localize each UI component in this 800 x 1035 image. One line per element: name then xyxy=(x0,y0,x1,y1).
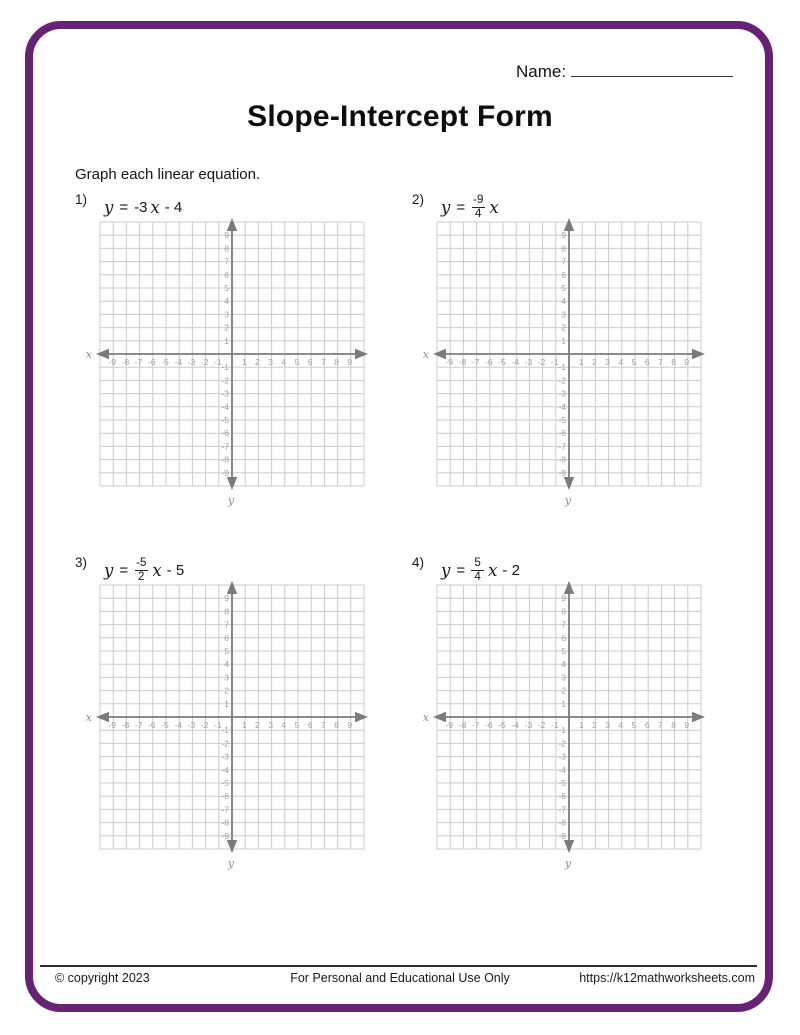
svg-text:5: 5 xyxy=(224,283,229,293)
svg-text:-2: -2 xyxy=(200,357,209,367)
coordinate-grid-2[interactable] xyxy=(413,208,707,508)
svg-text:-7: -7 xyxy=(558,804,566,815)
svg-text:6: 6 xyxy=(644,720,650,730)
svg-text:-9: -9 xyxy=(445,357,453,367)
constant-term: - 4 xyxy=(164,198,183,216)
equation-variable: x xyxy=(150,197,160,217)
svg-text:3: 3 xyxy=(605,720,610,730)
svg-text:6: 6 xyxy=(224,632,229,643)
svg-text:9: 9 xyxy=(347,720,353,730)
coordinate-grid-4[interactable] xyxy=(413,571,707,871)
svg-text:-1: -1 xyxy=(214,357,222,367)
svg-text:7: 7 xyxy=(561,619,566,630)
svg-text:9: 9 xyxy=(561,593,566,604)
svg-text:-9: -9 xyxy=(221,830,229,841)
svg-text:x: x xyxy=(85,711,92,724)
svg-text:-3: -3 xyxy=(524,720,533,730)
svg-text:3: 3 xyxy=(224,309,229,320)
svg-text:-4: -4 xyxy=(511,357,519,367)
svg-text:3: 3 xyxy=(268,357,273,367)
svg-text:6: 6 xyxy=(307,357,313,367)
footer-copyright: © copyright 2023 xyxy=(55,971,150,985)
svg-text:-2: -2 xyxy=(200,720,209,730)
svg-text:-7: -7 xyxy=(471,357,480,367)
svg-text:-3: -3 xyxy=(187,720,196,730)
equation-lhs: y xyxy=(441,560,451,580)
svg-text:6: 6 xyxy=(224,269,229,280)
svg-text:2: 2 xyxy=(224,685,229,696)
svg-text:-4: -4 xyxy=(511,720,519,730)
svg-text:6: 6 xyxy=(644,357,650,367)
svg-text:-3: -3 xyxy=(221,388,229,399)
fraction-numerator: -9 xyxy=(473,194,484,207)
svg-text:y: y xyxy=(564,494,572,507)
equation-lhs: y xyxy=(104,560,114,580)
svg-text:y: y xyxy=(227,494,235,507)
svg-text:-5: -5 xyxy=(558,415,566,425)
svg-text:4: 4 xyxy=(281,357,287,367)
svg-text:-4: -4 xyxy=(558,401,566,412)
svg-text:-1: -1 xyxy=(558,362,566,373)
svg-text:4: 4 xyxy=(224,296,229,307)
svg-text:-4: -4 xyxy=(174,357,182,367)
coordinate-grid-3[interactable] xyxy=(76,571,370,871)
svg-text:1: 1 xyxy=(241,357,247,367)
problem-number: 3) xyxy=(75,555,88,570)
svg-text:9: 9 xyxy=(347,357,353,367)
svg-text:1: 1 xyxy=(578,720,584,730)
fraction-numerator: -5 xyxy=(136,557,147,570)
svg-text:-4: -4 xyxy=(558,764,566,775)
svg-text:5: 5 xyxy=(631,720,637,730)
svg-text:-7: -7 xyxy=(471,720,480,730)
svg-text:-8: -8 xyxy=(458,357,467,367)
svg-text:-2: -2 xyxy=(221,738,229,749)
svg-text:-4: -4 xyxy=(174,720,182,730)
svg-text:-5: -5 xyxy=(161,357,169,367)
name-row xyxy=(516,61,733,82)
svg-text:1: 1 xyxy=(578,357,584,367)
svg-text:-5: -5 xyxy=(161,720,169,730)
svg-text:5: 5 xyxy=(294,357,300,367)
svg-text:-1: -1 xyxy=(551,720,559,730)
svg-text:8: 8 xyxy=(671,357,676,367)
svg-text:-8: -8 xyxy=(558,454,566,465)
fraction-denominator: 2 xyxy=(135,570,148,583)
svg-text:-9: -9 xyxy=(558,467,566,478)
svg-text:-9: -9 xyxy=(108,357,116,367)
svg-text:8: 8 xyxy=(224,243,229,254)
svg-text:2: 2 xyxy=(561,685,566,696)
footer-divider xyxy=(40,965,757,967)
name-blank-line[interactable] xyxy=(571,61,733,77)
svg-text:4: 4 xyxy=(618,720,624,730)
svg-text:1: 1 xyxy=(224,698,229,709)
fraction-denominator: 4 xyxy=(472,207,485,220)
svg-text:-7: -7 xyxy=(558,441,566,452)
svg-text:9: 9 xyxy=(684,357,690,367)
equation-variable: x xyxy=(488,560,498,580)
svg-text:2: 2 xyxy=(224,322,229,333)
svg-text:-1: -1 xyxy=(221,362,229,373)
svg-text:3: 3 xyxy=(605,357,610,367)
svg-text:-9: -9 xyxy=(221,467,229,478)
svg-text:7: 7 xyxy=(224,619,229,630)
svg-text:-6: -6 xyxy=(485,720,493,730)
svg-text:2: 2 xyxy=(255,720,260,730)
svg-text:4: 4 xyxy=(561,659,566,670)
svg-text:9: 9 xyxy=(224,593,229,604)
svg-text:-3: -3 xyxy=(187,357,196,367)
svg-text:-5: -5 xyxy=(221,778,229,788)
svg-text:-4: -4 xyxy=(221,401,229,412)
page-title: Slope-Intercept Form xyxy=(247,100,553,133)
svg-text:5: 5 xyxy=(561,283,566,293)
svg-text:1: 1 xyxy=(224,335,229,346)
svg-text:-2: -2 xyxy=(558,738,566,749)
problem-number: 4) xyxy=(412,555,425,570)
svg-text:4: 4 xyxy=(224,659,229,670)
svg-text:6: 6 xyxy=(561,632,566,643)
svg-text:-8: -8 xyxy=(558,817,566,828)
svg-text:-7: -7 xyxy=(134,357,143,367)
svg-text:9: 9 xyxy=(224,230,229,241)
svg-text:-8: -8 xyxy=(221,817,229,828)
svg-text:-1: -1 xyxy=(221,725,229,736)
svg-text:-2: -2 xyxy=(558,375,566,386)
svg-text:2: 2 xyxy=(561,322,566,333)
svg-text:5: 5 xyxy=(224,646,229,656)
svg-text:y: y xyxy=(227,857,235,870)
svg-text:x: x xyxy=(422,348,429,361)
svg-text:8: 8 xyxy=(334,720,339,730)
svg-text:x: x xyxy=(85,348,92,361)
svg-text:6: 6 xyxy=(561,269,566,280)
svg-text:-1: -1 xyxy=(214,720,222,730)
svg-text:8: 8 xyxy=(671,720,676,730)
svg-text:-3: -3 xyxy=(558,388,566,399)
svg-text:-2: -2 xyxy=(537,720,546,730)
constant-term: - 5 xyxy=(166,561,185,579)
svg-text:4: 4 xyxy=(561,296,566,307)
svg-text:y: y xyxy=(564,857,572,870)
equation-lhs: y xyxy=(104,197,114,217)
svg-text:-3: -3 xyxy=(221,751,229,762)
svg-text:-9: -9 xyxy=(445,720,453,730)
svg-text:-9: -9 xyxy=(558,830,566,841)
coefficient: -3 xyxy=(134,198,148,216)
equals-sign: = xyxy=(119,561,129,579)
svg-text:8: 8 xyxy=(334,357,339,367)
svg-text:1: 1 xyxy=(561,698,566,709)
svg-text:3: 3 xyxy=(268,720,273,730)
problem-4 xyxy=(412,553,724,903)
problem-number: 1) xyxy=(75,192,88,207)
svg-text:-1: -1 xyxy=(551,357,559,367)
svg-text:2: 2 xyxy=(255,357,260,367)
svg-text:8: 8 xyxy=(224,606,229,617)
equation-lhs: y xyxy=(441,197,451,217)
svg-text:7: 7 xyxy=(561,256,566,267)
problem-2 xyxy=(412,190,724,540)
svg-text:3: 3 xyxy=(561,309,566,320)
svg-text:-7: -7 xyxy=(221,804,229,815)
problem-number: 2) xyxy=(412,192,425,207)
svg-text:-6: -6 xyxy=(221,428,229,439)
svg-text:-5: -5 xyxy=(221,415,229,425)
svg-text:-6: -6 xyxy=(148,357,156,367)
svg-text:4: 4 xyxy=(281,720,287,730)
svg-text:-8: -8 xyxy=(458,720,467,730)
equals-sign: = xyxy=(119,198,129,216)
svg-text:-7: -7 xyxy=(134,720,143,730)
svg-text:-5: -5 xyxy=(498,357,506,367)
svg-text:4: 4 xyxy=(618,357,624,367)
svg-text:1: 1 xyxy=(561,335,566,346)
svg-text:-6: -6 xyxy=(558,428,566,439)
svg-text:8: 8 xyxy=(561,606,566,617)
svg-text:2: 2 xyxy=(592,357,597,367)
svg-text:5: 5 xyxy=(561,646,566,656)
svg-text:7: 7 xyxy=(321,357,326,367)
svg-text:1: 1 xyxy=(241,720,247,730)
svg-text:-6: -6 xyxy=(485,357,493,367)
svg-text:-5: -5 xyxy=(498,720,506,730)
svg-text:5: 5 xyxy=(294,720,300,730)
equals-sign: = xyxy=(456,561,466,579)
fraction-denominator: 4 xyxy=(471,570,484,583)
svg-text:-3: -3 xyxy=(558,751,566,762)
footer-url[interactable]: https://k12mathworksheets.com xyxy=(579,971,755,985)
instruction-text: Graph each linear equation. xyxy=(75,166,261,183)
name-label: Name: xyxy=(516,62,567,81)
svg-text:9: 9 xyxy=(561,230,566,241)
svg-text:2: 2 xyxy=(592,720,597,730)
coordinate-grid-1[interactable] xyxy=(76,208,370,508)
svg-text:8: 8 xyxy=(561,243,566,254)
equation-variable: x xyxy=(489,197,499,217)
svg-text:5: 5 xyxy=(631,357,637,367)
svg-text:-1: -1 xyxy=(558,725,566,736)
svg-text:-2: -2 xyxy=(537,357,546,367)
svg-text:x: x xyxy=(422,711,429,724)
svg-text:9: 9 xyxy=(684,720,690,730)
svg-text:6: 6 xyxy=(307,720,313,730)
svg-text:7: 7 xyxy=(658,720,663,730)
constant-term: - 2 xyxy=(502,561,520,579)
svg-text:7: 7 xyxy=(321,720,326,730)
svg-text:-6: -6 xyxy=(221,791,229,802)
svg-text:-8: -8 xyxy=(121,357,130,367)
svg-text:3: 3 xyxy=(561,672,566,683)
svg-text:-6: -6 xyxy=(558,791,566,802)
svg-text:-8: -8 xyxy=(121,720,130,730)
svg-text:-4: -4 xyxy=(221,764,229,775)
fraction-numerator: 5 xyxy=(474,557,481,570)
problem-1 xyxy=(75,190,387,540)
svg-text:7: 7 xyxy=(658,357,663,367)
svg-text:-8: -8 xyxy=(221,454,229,465)
problem-3 xyxy=(75,553,387,903)
equals-sign: = xyxy=(456,198,466,216)
svg-text:-6: -6 xyxy=(148,720,156,730)
svg-text:-7: -7 xyxy=(221,441,229,452)
svg-text:-9: -9 xyxy=(108,720,116,730)
svg-text:7: 7 xyxy=(224,256,229,267)
svg-text:-3: -3 xyxy=(524,357,533,367)
svg-text:-2: -2 xyxy=(221,375,229,386)
footer-usage-note: For Personal and Educational Use Only xyxy=(290,971,510,985)
equation-variable: x xyxy=(152,560,162,580)
svg-text:-5: -5 xyxy=(558,778,566,788)
svg-text:3: 3 xyxy=(224,672,229,683)
